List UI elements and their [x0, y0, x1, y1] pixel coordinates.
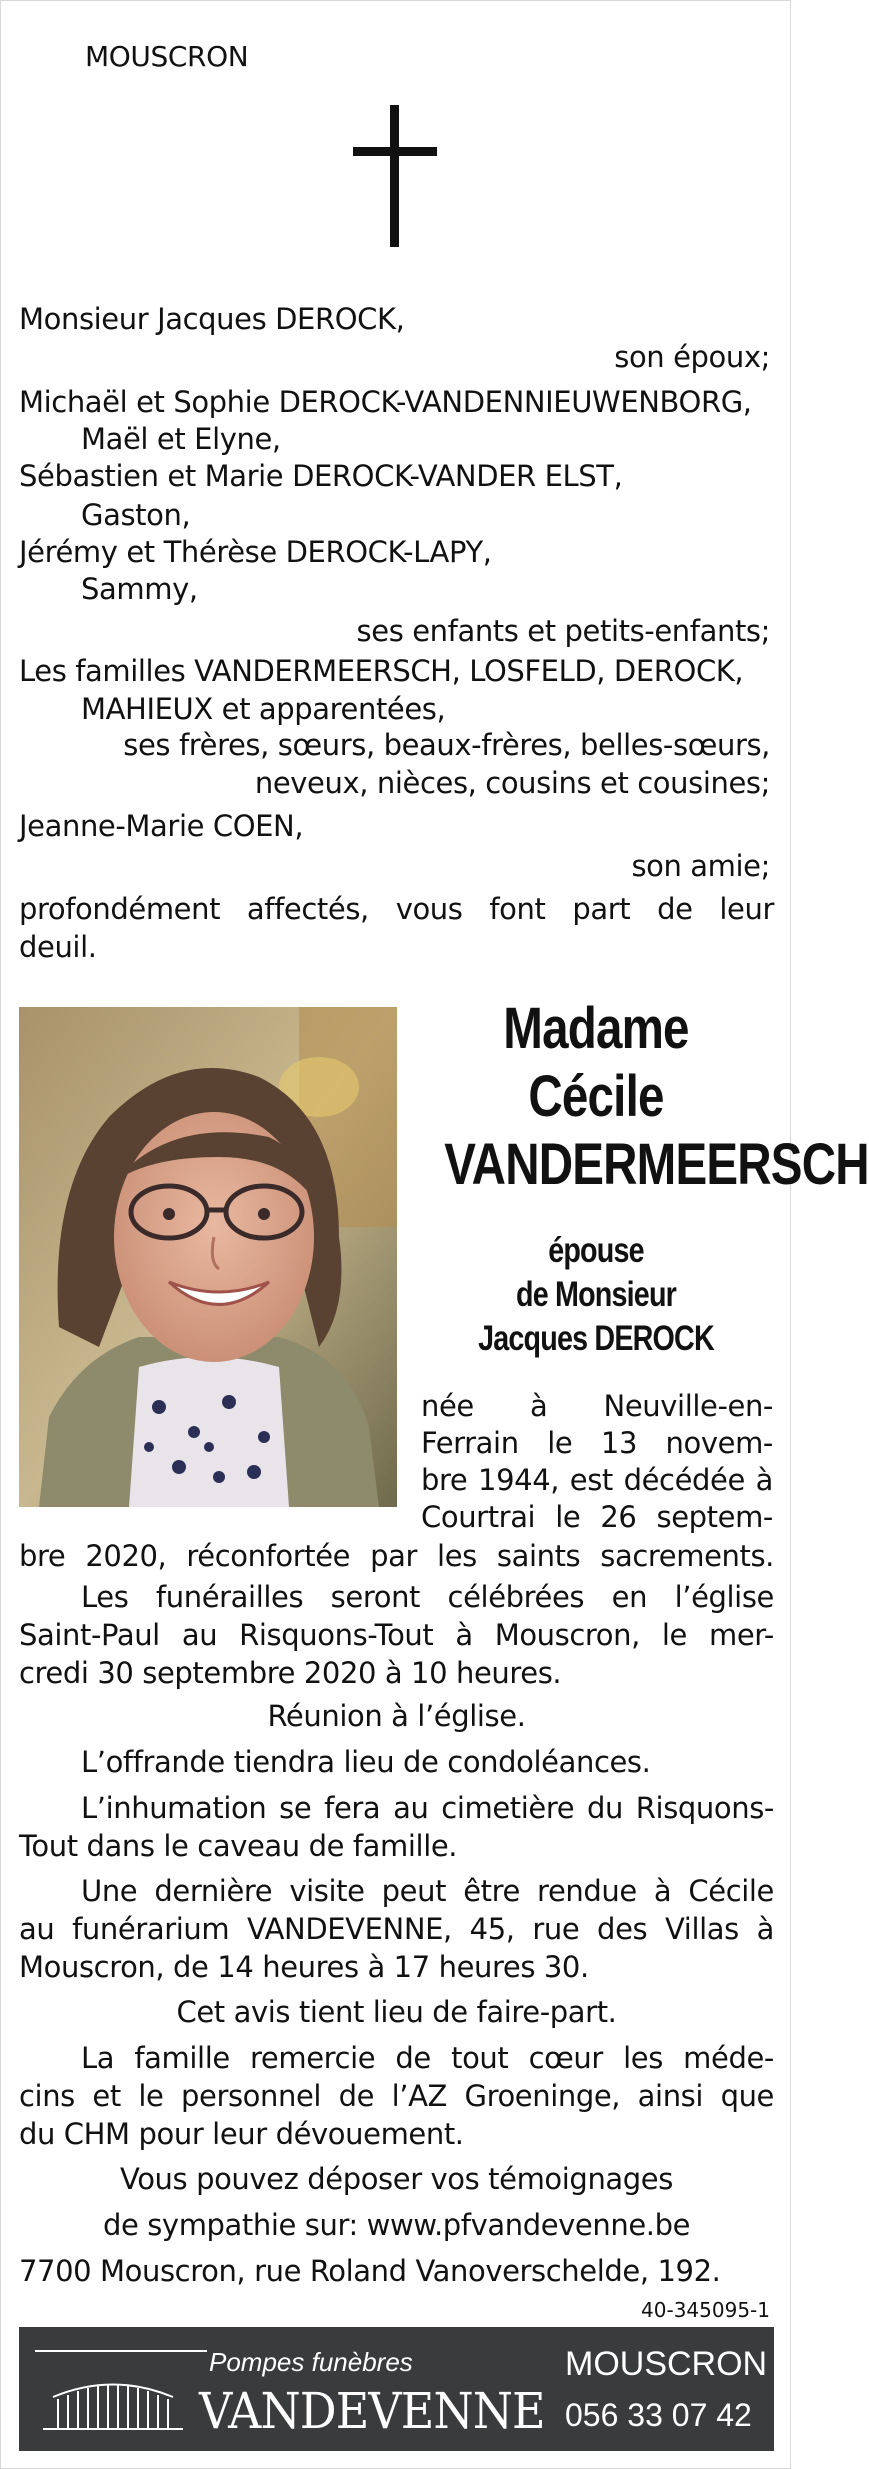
family-line: Monsieur Jacques DEROCK,	[19, 302, 405, 336]
body-line: Cet avis tient lieu de faire-part.	[176, 1995, 617, 2029]
family-line: Sébastien et Marie DEROCK-VANDER ELST,	[19, 459, 623, 493]
family-line: Jérémy et Thérèse DEROCK-LAPY,	[19, 535, 492, 569]
family-line: Sammy,	[81, 572, 198, 606]
family-line: MAHIEUX et apparentées,	[81, 692, 446, 726]
footer-phone: 056 33 07 42	[565, 2397, 752, 2433]
family-line: deuil.	[19, 930, 97, 964]
family-line: Maël et Elyne,	[81, 422, 281, 456]
body-line: née à Neuville-en-	[421, 1389, 773, 1423]
body-line: Mouscron, de 14 heures à 17 heures 30.	[19, 1950, 589, 1984]
cross-icon	[353, 105, 437, 247]
website-line: de sympathie sur: www.pfvandevenne.be	[102, 2208, 691, 2242]
funeral-home-banner	[19, 2327, 774, 2451]
family-line: Gaston,	[81, 498, 191, 532]
family-line: Michaël et Sophie DEROCK-VANDENNIEUWENBORG,	[19, 385, 752, 419]
spouse-line: de Monsieur	[515, 1275, 677, 1314]
family-line: son époux;	[614, 340, 770, 374]
body-line: Ferrain le 13 novem-	[421, 1426, 773, 1460]
body-line: bre 2020, réconfortée par les saints sacrements.	[19, 1539, 774, 1573]
building-logo-icon	[33, 2367, 193, 2437]
body-line: Saint-Paul au Risquons-Tout à Mouscron, le mer-	[19, 1618, 774, 1652]
body-line: cins et le personnel de l’AZ Groeninge, ainsi que	[19, 2079, 774, 2113]
family-line: profondément affectés, vous font part de leur	[19, 892, 774, 926]
spouse-line: Jacques DEROCK	[478, 1319, 714, 1358]
body-line: Courtrai le 26 septem-	[421, 1500, 773, 1534]
footer-tagline: Pompes funèbres	[209, 2347, 413, 2377]
header-city: MOUSCRON	[85, 40, 249, 73]
footer-brand: VANDEVENNE	[199, 2382, 545, 2440]
deceased-photo	[19, 1007, 397, 1507]
body-line: Vous pouvez déposer vos témoignages	[120, 2162, 673, 2196]
footer-city: MOUSCRON	[565, 2345, 768, 2383]
divider	[35, 2350, 207, 2352]
body-line: Réunion à l’église.	[267, 1699, 526, 1733]
body-line: Tout dans le caveau de famille.	[19, 1829, 458, 1863]
body-line: au funérarium VANDEVENNE, 45, rue des Villas à	[19, 1912, 774, 1946]
body-line: L’inhumation se fera au cimetière du Risquons-	[81, 1791, 774, 1825]
family-line: ses frères, sœurs, beaux-frères, belles-sœurs,	[123, 728, 770, 762]
family-line: Jeanne-Marie COEN,	[19, 809, 304, 843]
body-line: L’offrande tiendra lieu de condoléances.	[81, 1745, 651, 1779]
body-line: Une dernière visite peut être rendue à Cécile	[81, 1874, 774, 1908]
body-line: credi 30 septembre 2020 à 10 heures.	[19, 1656, 562, 1690]
address-line: 7700 Mouscron, rue Roland Vanoverschelde, 192.	[19, 2254, 721, 2288]
body-line: bre 1944, est décédée à	[421, 1463, 773, 1497]
deceased-title: Madame	[503, 996, 689, 1061]
body-line: Les funérailles seront célébrées en l’église	[81, 1580, 774, 1614]
family-line: Les familles VANDERMEERSCH, LOSFELD, DEROCK,	[19, 654, 744, 688]
reference-number: 40-345095-1	[641, 2298, 770, 2322]
family-line: son amie;	[631, 849, 770, 883]
body-line: La famille remercie de tout cœur les méde-	[81, 2041, 774, 2075]
family-line: ses enfants et petits-enfants;	[356, 614, 770, 648]
deceased-first-name: Cécile	[528, 1064, 664, 1129]
spouse-line: épouse	[548, 1231, 644, 1270]
body-line: du CHM pour leur dévouement.	[19, 2117, 464, 2151]
deceased-last-name: VANDERMEERSCH	[444, 1132, 869, 1197]
family-line: neveux, nièces, cousins et cousines;	[254, 766, 770, 800]
